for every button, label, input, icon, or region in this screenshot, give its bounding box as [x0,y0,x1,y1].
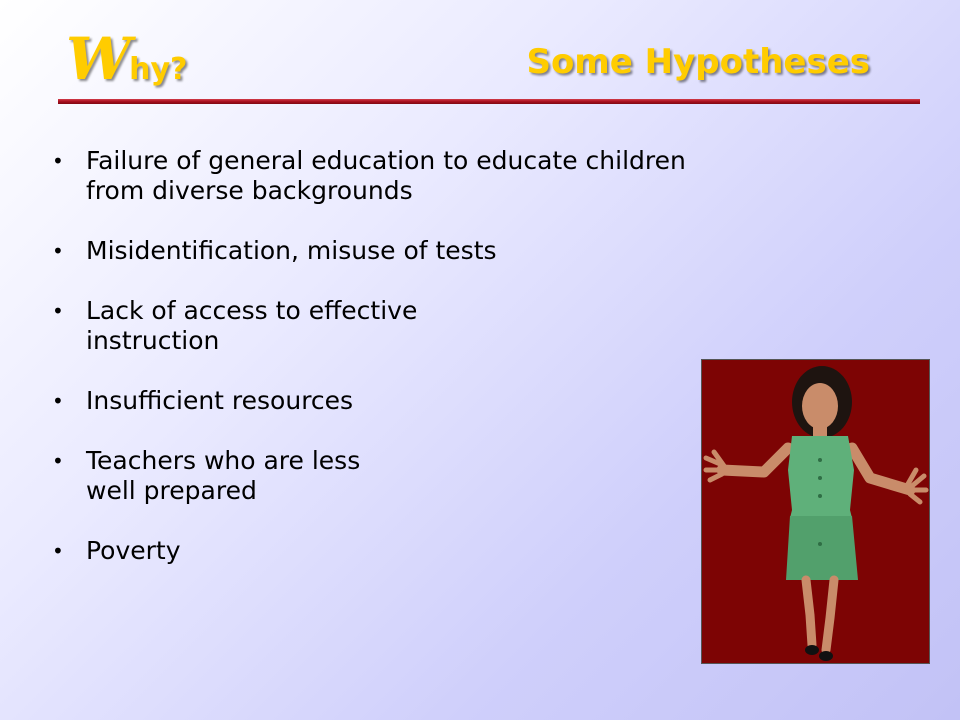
bullet-item [52,236,812,266]
bullet-dot-icon: • [52,539,64,563]
bullet-list [52,146,812,596]
bullet-dot-icon: • [52,239,64,263]
bullet-line: Failure of general education to educate children [86,146,686,175]
bullet-text [86,446,360,506]
bullet-text [86,296,417,356]
bullet-dot-icon: • [52,299,64,323]
bullet-item [52,296,812,356]
bullet-item [52,386,812,416]
bullet-dot-icon: • [52,389,64,413]
slide-title: Some Hypotheses [526,42,870,82]
logo-rest: hy? [129,52,188,87]
why-logo [66,25,188,93]
bullet-line: from diverse backgrounds [86,176,413,205]
bullet-item [52,146,812,206]
bullet-text [86,386,353,416]
bullet-line: well prepared [86,476,257,505]
bullet-line: Teachers who are less [86,446,361,475]
bullet-dot-icon: • [52,449,64,473]
bullet-line: Misidentification, misuse of tests [86,236,497,265]
bullet-dot-icon: • [52,149,64,173]
bullet-line: Poverty [86,536,181,565]
bullet-text [86,236,497,266]
bullet-line: instruction [86,326,220,355]
woman-shrugging-illustration [702,360,929,663]
bullet-item [52,446,812,506]
bullet-line: Insufficient resources [86,386,354,415]
title-divider [58,99,920,104]
woman-shrugging-photo [701,359,930,664]
bullet-item [52,536,812,566]
bullet-line: Lack of access to effective [86,296,418,325]
bullet-text [86,536,181,566]
logo-initial: W [66,25,132,93]
bullet-text [86,146,686,206]
